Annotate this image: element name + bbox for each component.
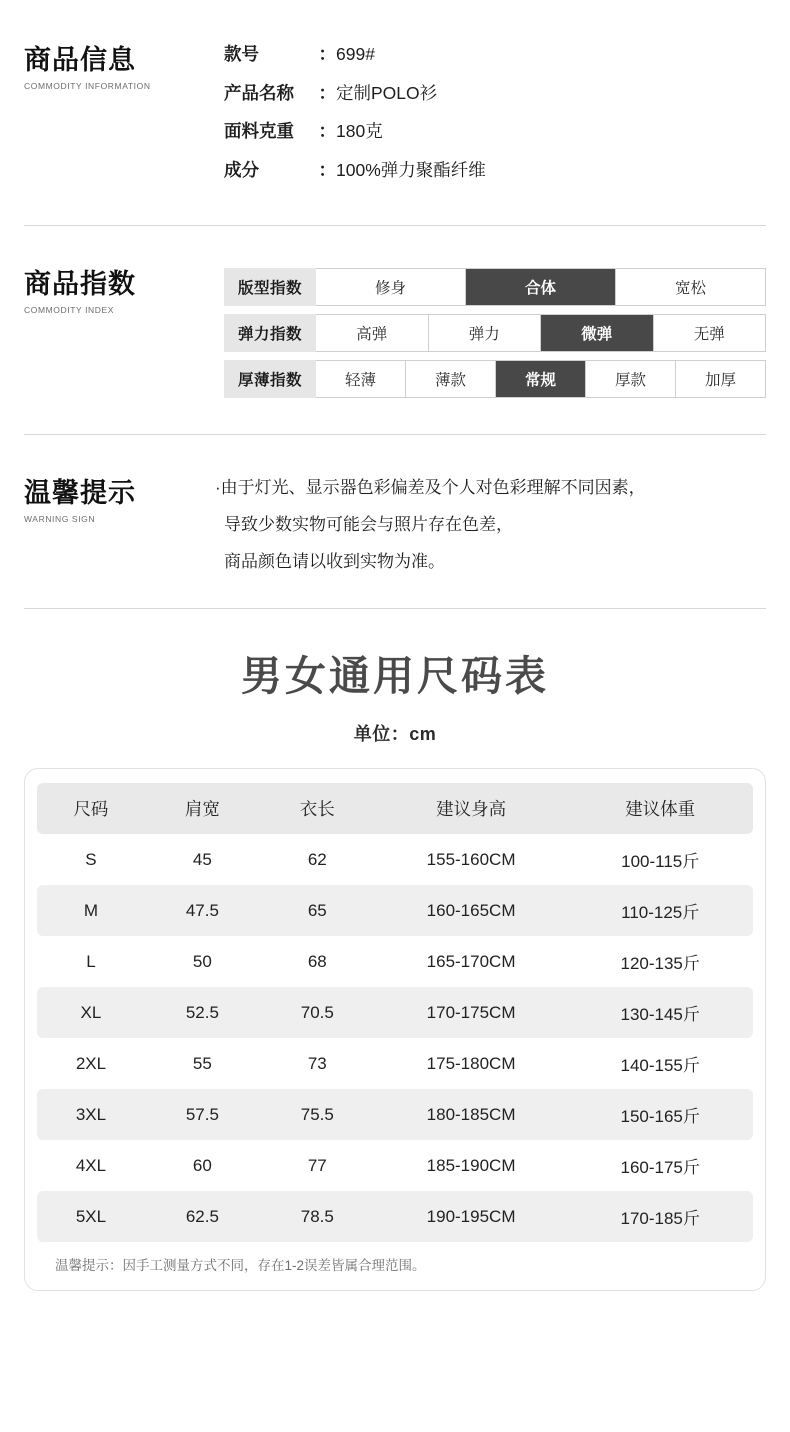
cell-size: S [85, 849, 97, 869]
info-row [224, 46, 766, 64]
cell-shoulder: 60 [192, 1155, 212, 1175]
column-header-size: 尺码 [37, 783, 145, 834]
index-row-label: 弹力指数 [224, 314, 316, 352]
warning-text [215, 475, 766, 571]
warning-section [0, 435, 790, 608]
index-row-elasticity [224, 314, 766, 352]
info-label-text: 成分 [224, 159, 259, 180]
size-chart-section [0, 609, 790, 1291]
info-row [224, 82, 766, 103]
index-option[interactable]: 弹力 [429, 315, 542, 351]
cell-size: 5XL [37, 1191, 145, 1242]
info-value: 100%弹力聚酯纤维 [336, 159, 486, 180]
cell-length: 70.5 [260, 987, 375, 1038]
cell-height: 165-170CM [426, 951, 516, 971]
size-chart-note: 温馨提示：因手工测量方式不同，存在1-2误差皆属合理范围。 [55, 1258, 426, 1273]
info-label-text: 面料克重 [224, 121, 294, 141]
cell-height: 155-160CM [426, 849, 516, 869]
info-label-text: 产品名称 [224, 82, 294, 103]
table-header-row [37, 783, 753, 834]
table-row [37, 834, 753, 885]
index-option-selected[interactable]: 合体 [466, 269, 616, 305]
info-colon: ： [318, 159, 336, 180]
info-row [224, 159, 766, 180]
table-row [37, 885, 753, 936]
column-header-length: 衣长 [260, 783, 375, 834]
size-chart-card [24, 768, 766, 1291]
cell-weight: 100-115斤 [621, 852, 700, 871]
index-option[interactable]: 轻薄 [316, 361, 406, 397]
cell-shoulder: 50 [192, 951, 212, 971]
warning-line: 导致少数实物可能会与照片存在色差， [224, 515, 513, 534]
table-row [37, 1191, 753, 1242]
cell-size: 4XL [75, 1155, 107, 1175]
warning-line: 商品颜色请以收到实物为准。 [224, 552, 445, 571]
cell-height: 175-180CM [426, 1053, 516, 1073]
table-row [37, 1089, 753, 1140]
info-colon: ： [318, 82, 336, 103]
cell-height: 170-175CM [375, 987, 568, 1038]
cell-height: 185-190CM [426, 1155, 516, 1175]
size-chart-table [37, 783, 753, 1242]
cell-size: XL [37, 987, 145, 1038]
index-row-thickness [224, 360, 766, 398]
index-row-label: 厚薄指数 [224, 360, 316, 398]
cell-height: 190-195CM [375, 1191, 568, 1242]
commodity-information-section [0, 0, 790, 225]
cell-weight: 160-175斤 [620, 1158, 700, 1177]
cell-length: 68 [307, 951, 327, 971]
cell-shoulder: 47.5 [145, 885, 260, 936]
info-label [224, 159, 336, 180]
table-row [37, 936, 753, 987]
commodity-index-heading [24, 266, 224, 315]
section-title-cn: 商品指数 [24, 269, 136, 299]
cell-height: 160-165CM [375, 885, 568, 936]
warning-line: ·由于灯光、显示器色彩偏差及个人对色彩理解不同因素， [215, 478, 646, 497]
info-value: 定制POLO衫 [336, 82, 438, 103]
index-option[interactable]: 修身 [316, 269, 466, 305]
cell-length: 65 [260, 885, 375, 936]
cell-weight: 110-125斤 [567, 885, 753, 936]
commodity-index-section [0, 226, 790, 434]
cell-weight: 130-145斤 [567, 987, 753, 1038]
column-header-shoulder: 肩宽 [145, 783, 260, 834]
column-header-height: 建议身高 [375, 783, 568, 834]
section-title-en: COMMODITY INDEX [24, 304, 115, 315]
warning-heading [24, 475, 224, 524]
cell-weight: 150-165斤 [567, 1089, 753, 1140]
info-label [224, 82, 336, 103]
section-title-en: COMMODITY INFORMATION [24, 80, 151, 91]
info-value: 699# [336, 44, 375, 64]
cell-shoulder: 57.5 [145, 1089, 260, 1140]
table-row [37, 1140, 753, 1191]
index-option[interactable]: 加厚 [676, 361, 765, 397]
cell-shoulder: 52.5 [145, 987, 260, 1038]
cell-shoulder: 62.5 [145, 1191, 260, 1242]
section-title-cn: 商品信息 [24, 45, 136, 75]
index-option[interactable]: 无弹 [654, 315, 766, 351]
cell-length: 77 [307, 1155, 327, 1175]
info-label-text: 款号 [224, 44, 259, 64]
cell-length: 78.5 [260, 1191, 375, 1242]
cell-length: 73 [307, 1053, 327, 1073]
commodity-information-list [224, 42, 766, 179]
commodity-index-table [224, 266, 766, 398]
index-option[interactable]: 薄款 [406, 361, 496, 397]
table-row [37, 1038, 753, 1089]
cell-weight: 120-135斤 [620, 954, 700, 973]
info-colon: ： [318, 121, 336, 141]
info-row [224, 123, 766, 141]
index-option[interactable]: 宽松 [616, 269, 765, 305]
cell-shoulder: 45 [192, 849, 212, 869]
index-option-selected[interactable]: 常规 [496, 361, 586, 397]
cell-size: 2XL [75, 1053, 107, 1073]
index-option[interactable]: 厚款 [586, 361, 676, 397]
cell-size: L [86, 951, 96, 971]
size-chart-unit: 单位：cm [353, 724, 437, 744]
info-label [224, 46, 336, 64]
size-chart-title: 男女通用尺码表 [241, 652, 549, 700]
cell-weight: 170-185斤 [567, 1191, 753, 1242]
info-colon: ： [318, 44, 336, 64]
section-title-en: WARNING SIGN [24, 513, 96, 524]
info-value: 180克 [336, 121, 383, 141]
cell-length: 62 [307, 849, 327, 869]
cell-size: M [37, 885, 145, 936]
cell-shoulder: 55 [192, 1053, 212, 1073]
info-label [224, 123, 336, 141]
section-title-cn: 温馨提示 [24, 478, 136, 508]
index-row-fit [224, 268, 766, 306]
index-option[interactable]: 高弹 [316, 315, 429, 351]
index-row-label: 版型指数 [224, 268, 316, 306]
cell-size: 3XL [37, 1089, 145, 1140]
index-option-selected[interactable]: 微弹 [541, 315, 654, 351]
cell-weight: 140-155斤 [620, 1056, 700, 1075]
commodity-information-heading [24, 42, 224, 91]
cell-height: 180-185CM [375, 1089, 568, 1140]
cell-length: 75.5 [260, 1089, 375, 1140]
column-header-weight: 建议体重 [567, 783, 753, 834]
table-row [37, 987, 753, 1038]
